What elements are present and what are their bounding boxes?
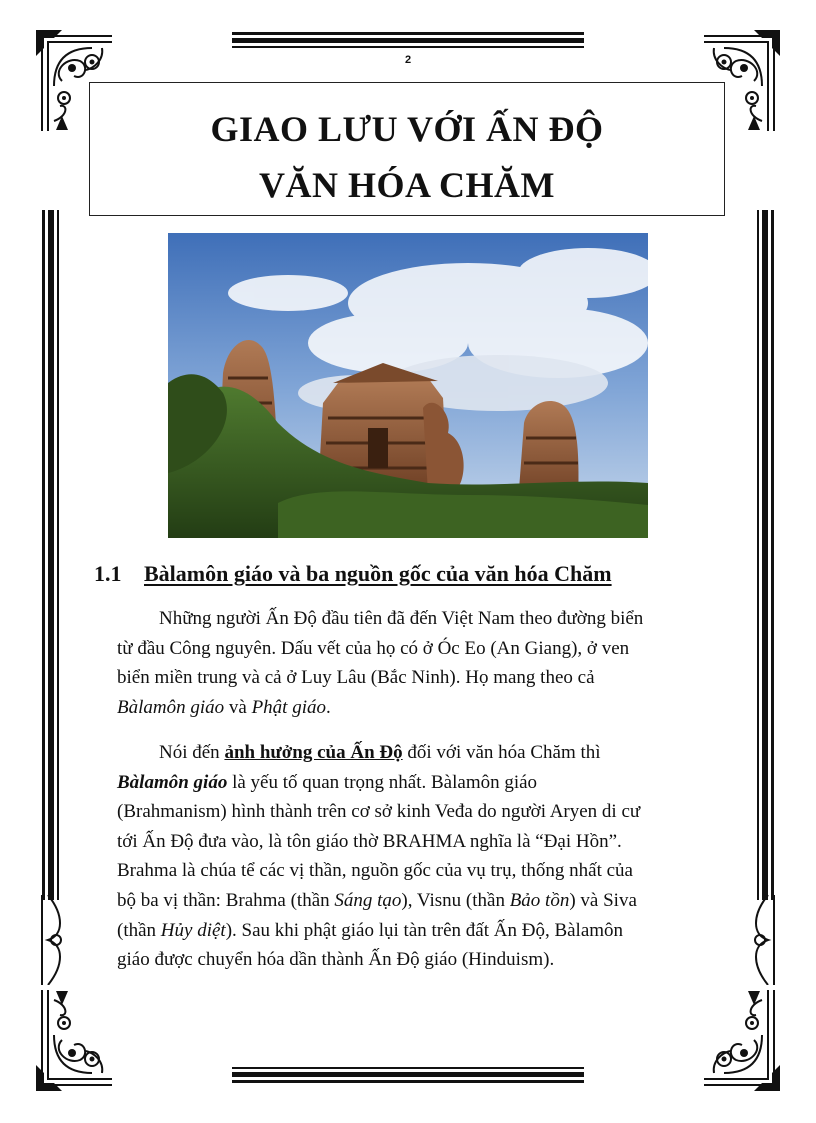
- text-line: (thần Hủy diệt). Sau khi phật giáo lụi tàn trên đất Ấn Độ, Bàlamôn: [117, 919, 624, 941]
- ornament-side-left-icon: [32, 895, 72, 985]
- bottom-border-rule: [232, 1080, 584, 1083]
- text-line: biển miền trung và cả ở Luy Lâu (Bắc Ninh). Họ mang theo cả: [117, 667, 595, 689]
- top-border-rule: [232, 32, 584, 35]
- cham-towers-photo: [168, 233, 648, 538]
- paragraph-2: [117, 738, 725, 975]
- text-line: (Brahmanism) hình thành trên cơ sở kinh Veđa do người Aryen di cư: [117, 801, 641, 823]
- emphasis-link: ảnh hưởng của Ấn Độ: [224, 742, 403, 763]
- text-line: Bàlamôn giáo và Phật giáo.: [117, 696, 331, 718]
- text-line: Nói đến ảnh hưởng của Ấn Độ đối với văn hóa Chăm thì: [159, 742, 601, 763]
- text-line: Những người Ấn Độ đầu tiên đã đến Việt Nam theo đường biển: [159, 608, 644, 629]
- text-line: giáo được chuyển hóa dần thành Ấn Độ giáo (Hinduism).: [117, 949, 555, 971]
- text-line: Brahma là chúa tể các vị thần, nguồn gốc của vụ trụ, thống nhất của: [117, 860, 633, 882]
- section-title: Bàlamôn giáo và ba nguồn gốc của văn hóa Chăm: [144, 561, 612, 586]
- left-border-rule: [48, 210, 54, 900]
- right-border-rule: [757, 210, 759, 900]
- ornament-corner-bottom-right-icon: [696, 985, 784, 1095]
- paragraph-1: [117, 604, 725, 722]
- ornament-side-right-icon: [744, 895, 784, 985]
- bottom-border-rule: [232, 1072, 584, 1077]
- section-heading: [94, 561, 612, 587]
- top-border-rule: [232, 46, 584, 48]
- left-border-rule: [57, 210, 59, 900]
- text-line: bộ ba vị thần: Brahma (thần Sáng tạo), Visnu (thần Bảo tồn) và Siva: [117, 889, 637, 911]
- page-title-line-2: VĂN HÓA CHĂM: [259, 165, 555, 205]
- text-line: từ đầu Công nguyên. Dấu vết của họ có ở Óc Eo (An Giang), ở ven: [117, 637, 630, 659]
- section-number: 1.1: [94, 561, 122, 586]
- page-title-line-1: GIAO LƯU VỚI ẤN ĐỘ: [210, 109, 604, 149]
- ornament-corner-bottom-left-icon: [32, 985, 120, 1095]
- text-line: Bàlamôn giáo là yếu tố quan trọng nhất. Bàlamôn giáo: [117, 771, 538, 793]
- bottom-border-rule: [232, 1067, 584, 1069]
- top-border-rule: [232, 38, 584, 43]
- right-border-rule: [771, 210, 774, 900]
- page-number: 2: [404, 54, 412, 66]
- text-line: tới Ấn Độ đưa vào, là tôn giáo thờ BRAHMA nghĩa là “Đại Hồn”.: [117, 830, 622, 852]
- title-box: [89, 82, 725, 216]
- right-border-rule: [762, 210, 768, 900]
- left-border-rule: [42, 210, 45, 900]
